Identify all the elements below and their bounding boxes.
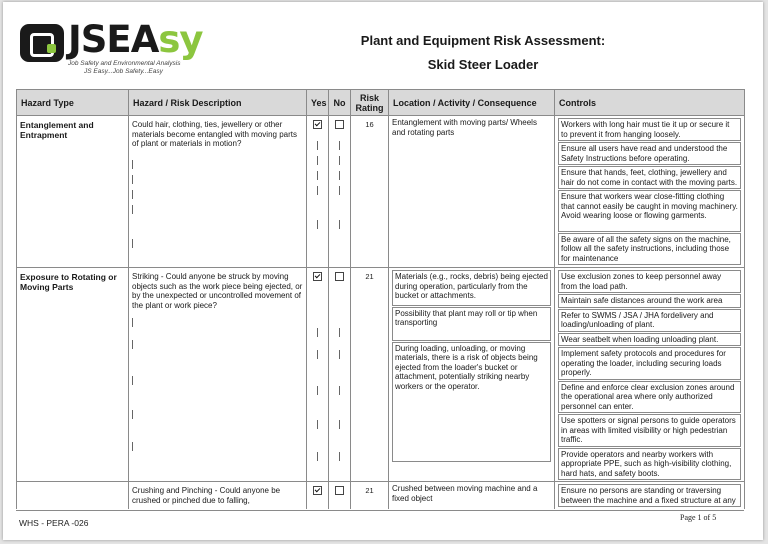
col-no: No [329,90,351,116]
yes-checkbox-cell [307,116,329,268]
logo-tagline: JS Easy...Job Safety...Easy [84,68,163,75]
logo-mark-icon [20,24,64,62]
risk-rating: 21 [351,482,389,509]
no-checkbox-cell [329,116,351,268]
table-row [17,482,745,509]
yes-checkbox[interactable] [313,272,322,281]
hazard-description: Crushing and Pinching - Could anyone be crushed or pinched due to falling, [129,482,307,509]
control-item: Wear seatbelt when loading unloading plant. [558,333,741,347]
control-item: Refer to SWMS / JSA / JHA fordelivery and loading/unloading of plant. [558,309,741,332]
control-item: Ensure all users have read and understood the Safety Instructions before operating. [558,142,741,165]
controls-cell [555,482,745,509]
controls-cell [555,268,745,482]
control-item: Workers with long hair must tie it up or secure it to prevent it from hanging loosely. [558,118,741,141]
yes-checkbox-cell [307,482,329,509]
location-item: Materials (e.g., rocks, debris) being ejected during operation, particularly from the bucket or attachments. [392,270,551,306]
table-bottom-border [16,510,744,511]
risk-rating: 16 [351,116,389,268]
control-item: Use exclusion zones to keep personnel away from the load path. [558,270,741,293]
no-checkbox[interactable] [335,272,344,281]
col-yes: Yes [307,90,329,116]
control-item: Ensure no persons are standing or traversing between the machine and a fixed structure at any [558,484,741,507]
risk-rating: 21 [351,268,389,482]
jseasy-logo [20,18,220,75]
control-item: Ensure that workers wear close-fitting clothing that cannot easily be caught in moving machinery. Avoid wearing loose or flowing garments. [558,190,741,232]
location-cell [389,482,555,509]
col-risk-rating: Risk Rating [351,90,389,116]
logo-wordmark: JSEAsy [68,18,203,61]
col-location: Location / Activity / Consequence [389,90,555,116]
table-row [17,116,745,268]
no-checkbox[interactable] [335,486,344,495]
control-item: Provide operators and nearby workers with appropriate PPE, such as high-visibility clothing, hard hats, and safety boots. [558,448,741,481]
location-text: Entanglement with moving parts/ Wheels and rotating parts [392,118,537,137]
page-number: Page 1 of 5 [680,513,717,522]
col-hazard-type: Hazard Type [17,90,129,116]
col-hazard-description: Hazard / Risk Description [129,90,307,116]
document-subtitle: Skid Steer Loader [427,57,539,72]
table-row [17,268,745,482]
no-checkbox[interactable] [335,120,344,129]
yes-checkbox[interactable] [313,120,322,129]
control-item: Use spotters or signal persons to guide operators in areas with limited visibility or high pedestrian traffic. [558,414,741,447]
table-header-row [17,90,745,116]
risk-assessment-table [16,89,745,509]
location-cell [389,268,555,482]
control-item: Define and enforce clear exclusion zones around the operational area where only authorized personnel can enter. [558,381,741,414]
hazard-description: Could hair, clothing, ties, jewellery or other materials become entangled with moving parts of plant or materials in motion? [129,116,307,268]
logo-dot-icon [47,44,56,53]
location-item: During loading, unloading, or moving materials, there is a risk of objects being ejected from the loader's bucket or attachment, potentially striking nearby workers or the operator. [392,342,551,463]
control-item: Implement safety protocols and procedures for operating the loader, including securing loads properly. [558,347,741,380]
no-checkbox-cell [329,268,351,482]
location-cell [389,116,555,268]
yes-checkbox-cell [307,268,329,482]
hazard-type [17,482,129,509]
document-title: Plant and Equipment Risk Assessment: [360,33,606,48]
hazard-type: Exposure to Rotating or Moving Parts [17,268,129,482]
control-item: Be aware of all the safety signs on the machine, follow all the safety instructions, including those for maintenance [558,233,741,266]
logo-subtitle: Job Safety and Environmental Analysis [68,60,181,67]
document-code: WHS - PERA -026 [19,518,89,528]
controls-cell [555,116,745,268]
hazard-type: Entanglement and Entrapment [17,116,129,268]
yes-checkbox[interactable] [313,486,322,495]
location-text: Crushed between moving machine and a fixed object [392,484,538,503]
control-item: Maintain safe distances around the work area [558,294,741,308]
no-checkbox-cell [329,482,351,509]
col-controls: Controls [555,90,745,116]
location-item: Possibility that plant may roll or tip when transporting [392,307,551,341]
control-item: Ensure that hands, feet, clothing, jewellery and hair do not come in contact with the moving parts. [558,166,741,189]
hazard-description: Striking - Could anyone be struck by moving objects such as the work piece being ejected, or by the unexpected or uncontrolled movement of the plant or work piece? [129,268,307,482]
